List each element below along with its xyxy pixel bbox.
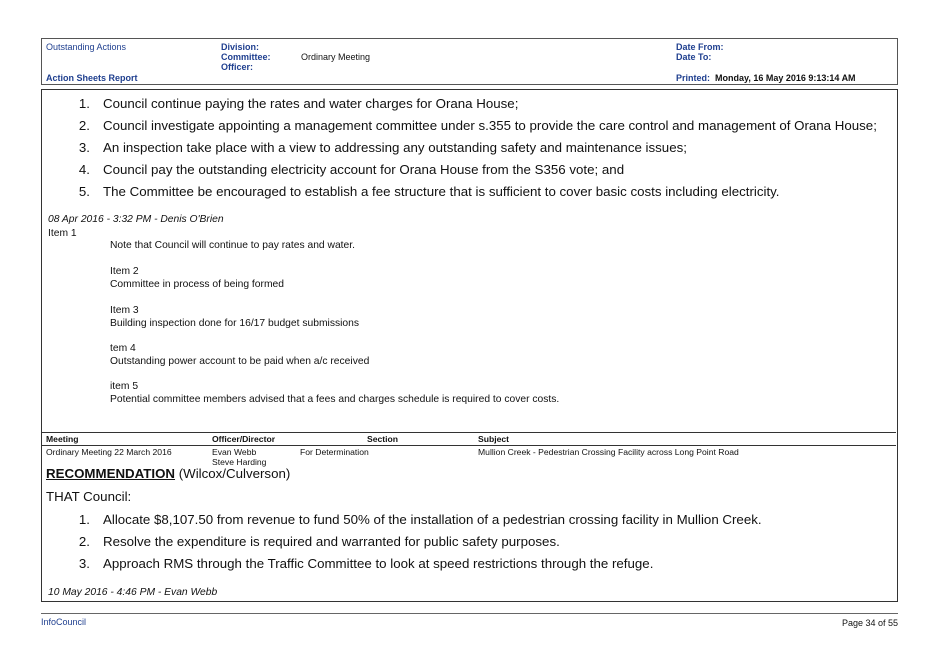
division-label: Division: <box>221 42 260 52</box>
date-from-label: Date From: <box>676 42 724 52</box>
row-meeting: Ordinary Meeting 22 March 2016 <box>46 447 172 457</box>
note-body: Note that Council will continue to pay rates and water. <box>110 240 355 251</box>
row-section: For Determination <box>300 447 369 457</box>
recommendation-heading <box>46 466 290 481</box>
note-head: Item 2 <box>110 266 139 277</box>
note-body: Building inspection done for 16/17 budget submissions <box>110 318 360 329</box>
action-sheet-content <box>41 89 898 602</box>
list-item: Council investigate appointing a management committee under s.355 to provide the care control and management of Orana House; <box>103 118 877 133</box>
that-council: THAT Council: <box>46 489 132 504</box>
report-type: Action Sheets Report <box>46 73 138 83</box>
list-item: Resolve the expenditure is required and warranted for public safety purposes. <box>103 534 560 549</box>
col-subject: Subject <box>478 434 510 444</box>
recommendation-label: RECOMMENDATION <box>46 466 176 481</box>
footer-rule <box>41 613 898 614</box>
report-header <box>41 38 898 85</box>
printed-value: Monday, 16 May 2016 9:13:14 AM <box>715 73 856 83</box>
note-body: Outstanding power account to be paid when a/c received <box>110 356 370 367</box>
note-head: Item 3 <box>110 305 139 316</box>
list-number: 2. <box>78 118 90 133</box>
recommendation-movers: (Wilcox/Culverson) <box>175 466 291 481</box>
officer-label: Officer: <box>221 62 254 72</box>
list-item: Council continue paying the rates and water charges for Orana House; <box>103 96 519 111</box>
list-number: 3. <box>78 140 90 155</box>
row-officer: Steve Harding <box>212 457 267 467</box>
list-number: 4. <box>78 162 90 177</box>
list-number: 3. <box>78 556 90 571</box>
note-body: Potential committee members advised that a fees and charges schedule is required to cover costs. <box>110 394 560 405</box>
report-name: Outstanding Actions <box>46 42 127 52</box>
committee-value: Ordinary Meeting <box>301 52 371 62</box>
row-officer: Evan Webb <box>212 447 257 457</box>
table-top-rule <box>42 432 896 433</box>
note-body: Committee in process of being formed <box>110 279 284 290</box>
list-item: Allocate $8,107.50 from revenue to fund 50% of the installation of a pedestrian crossing facility in Mullion Creek. <box>103 512 762 527</box>
col-meeting: Meeting <box>46 434 79 444</box>
footer-brand: InfoCouncil <box>41 617 87 627</box>
list-number: 5. <box>78 184 90 199</box>
list-number: 2. <box>78 534 90 549</box>
list-item: The Committee be encouraged to establish a fee structure that is sufficient to cover basic costs including electricity. <box>103 184 780 199</box>
list-item: An inspection take place with a view to addressing any outstanding safety and maintenance issues; <box>103 140 687 155</box>
page-number: Page 34 of 55 <box>841 618 898 628</box>
row-subject: Mullion Creek - Pedestrian Crossing Facility across Long Point Road <box>478 447 739 457</box>
list-number: 1. <box>78 96 90 111</box>
list-number: 1. <box>78 512 90 527</box>
list-item: Approach RMS through the Traffic Committee to look at speed restrictions through the refuge. <box>103 556 654 571</box>
date-to-label: Date To: <box>676 52 712 62</box>
note-item-label: Item 1 <box>48 228 77 239</box>
col-section: Section <box>367 434 399 444</box>
committee-label: Committee: <box>221 52 271 62</box>
note-head: item 5 <box>110 381 139 392</box>
printed-label: Printed: <box>676 73 711 83</box>
list-item: Council pay the outstanding electricity account for Orana House from the S356 vote; and <box>103 162 625 177</box>
note-timestamp: 10 May 2016 - 4:46 PM - Evan Webb <box>48 587 218 598</box>
note-timestamp: 08 Apr 2016 - 3:32 PM - Denis O'Brien <box>48 214 224 225</box>
note-head: tem 4 <box>110 343 136 354</box>
col-officer: Officer/Director <box>212 434 276 444</box>
table-header-rule <box>42 445 896 446</box>
